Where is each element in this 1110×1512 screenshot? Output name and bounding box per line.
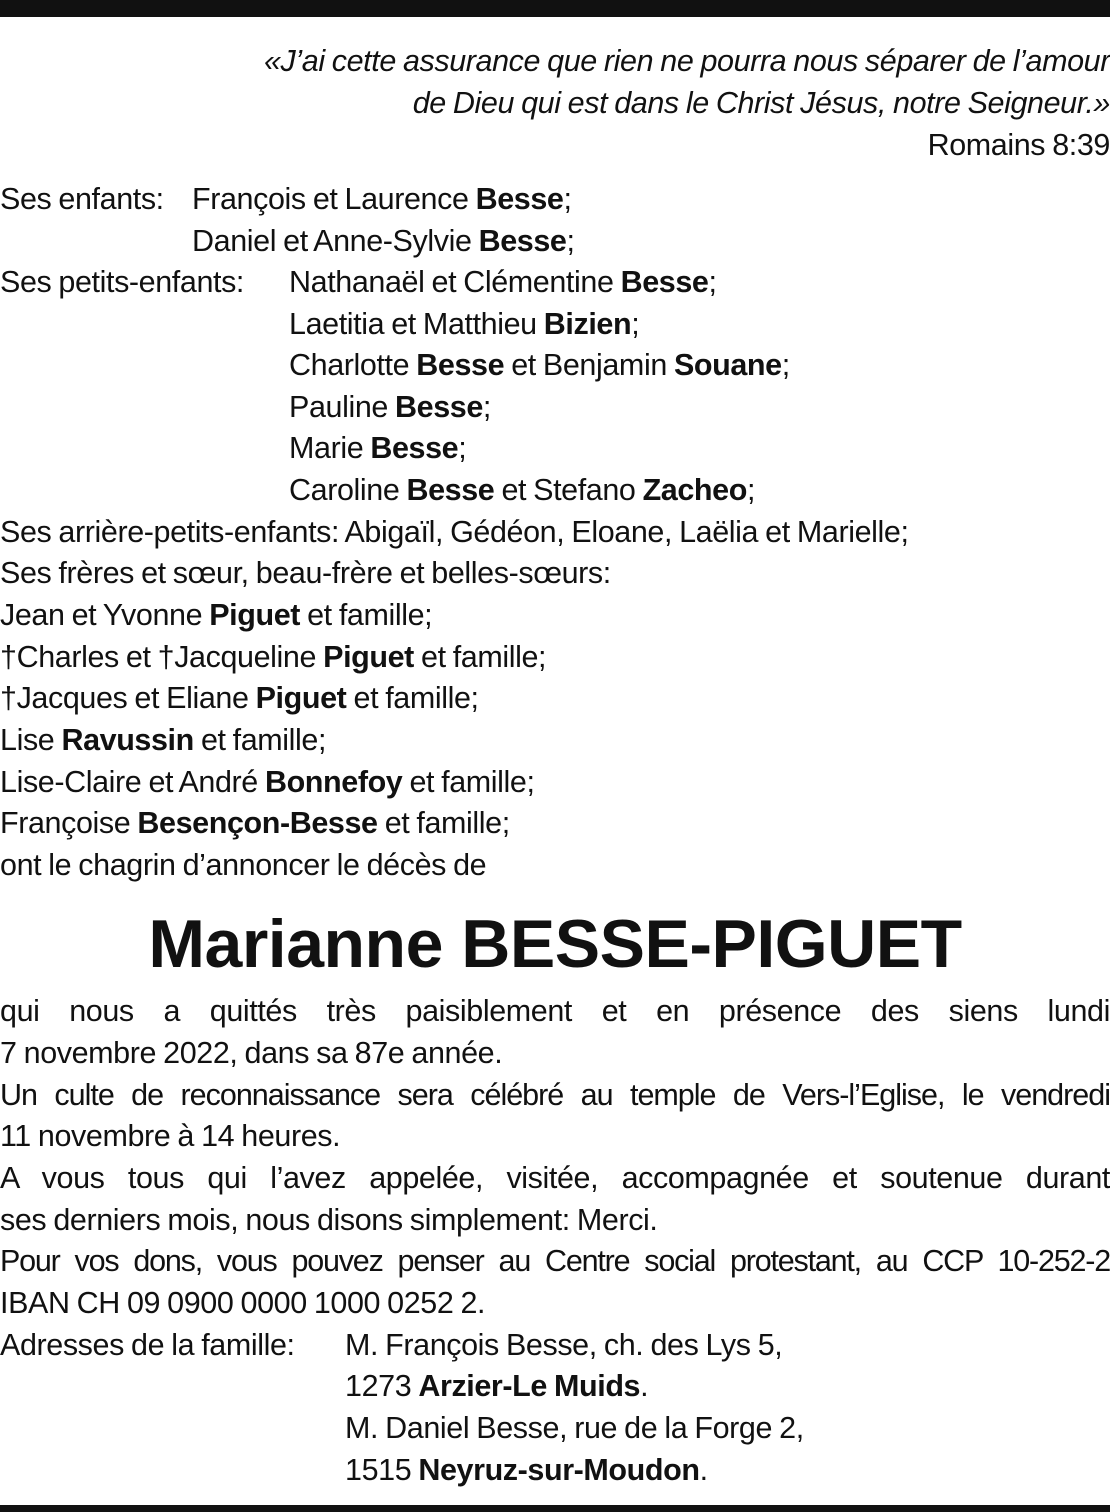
body-p1-line2: 7 novembre 2022, dans sa 87e année. bbox=[0, 1036, 503, 1070]
grandchild-5: Marie Besse; bbox=[289, 431, 467, 465]
quote-reference: Romains 8:39 bbox=[927, 128, 1110, 162]
child-2: Daniel et Anne-Sylvie Besse; bbox=[192, 224, 575, 258]
quote-line-1: «J’ai cette assurance que rien ne pourra nous séparer de l’amour bbox=[263, 44, 1110, 78]
quote-line-2: de Dieu qui est dans le Christ Jésus, notre Seigneur.» bbox=[412, 86, 1110, 120]
great-grandchildren: Ses arrière-petits-enfants: Abigaïl, Gédéon, Eloane, Laëlia et Marielle; bbox=[0, 515, 909, 549]
sibling-1: Jean et Yvonne Piguet et famille; bbox=[0, 598, 433, 632]
deceased-name: Marianne BESSE-PIGUET bbox=[148, 906, 962, 982]
addresses-label: Adresses de la famille: bbox=[0, 1328, 295, 1362]
grandchild-6: Caroline Besse et Stefano Zacheo; bbox=[289, 473, 756, 507]
child-1: François et Laurence Besse; bbox=[192, 182, 572, 216]
sibling-4: Lise Ravussin et famille; bbox=[0, 723, 327, 757]
sibling-5: Lise-Claire et André Bonnefoy et famille; bbox=[0, 765, 535, 799]
bottom-rule bbox=[0, 1505, 1110, 1512]
grandchild-4: Pauline Besse; bbox=[289, 390, 491, 424]
grandchild-1: Nathanaël et Clémentine Besse; bbox=[289, 265, 717, 299]
grandchild-3: Charlotte Besse et Benjamin Souane; bbox=[289, 348, 790, 382]
siblings-label: Ses frères et sœur, beau-frère et belles-sœurs: bbox=[0, 556, 611, 590]
body-p1-line1: qui nous a quittés très paisiblement et en présence des siens lundi bbox=[0, 994, 1110, 1028]
body-p4-line2: IBAN CH 09 0900 0000 1000 0252 2. bbox=[0, 1286, 486, 1320]
announcement-line: ont le chagrin d’annoncer le décès de bbox=[0, 848, 487, 882]
body-p3-line2: ses derniers mois, nous disons simplement: Merci. bbox=[0, 1203, 658, 1237]
sibling-3: †Jacques et Eliane Piguet et famille; bbox=[0, 681, 479, 715]
grandchildren-label: Ses petits-enfants: bbox=[0, 265, 245, 299]
children-label: Ses enfants: bbox=[0, 182, 164, 216]
sibling-2: †Charles et †Jacqueline Piguet et famille; bbox=[0, 640, 547, 674]
body-p3-line1: A vous tous qui l’avez appelée, visitée, accompagnée et soutenue durant bbox=[0, 1161, 1110, 1195]
address-2-city: 1515 Neyruz-sur-Moudon. bbox=[345, 1453, 708, 1487]
body-p2-line1: Un culte de reconnaissance sera célébré au temple de Vers-l’Eglise, le vendredi bbox=[0, 1078, 1110, 1112]
address-1-city: 1273 Arzier-Le Muids. bbox=[345, 1369, 649, 1403]
address-2-street: M. Daniel Besse, rue de la Forge 2, bbox=[345, 1411, 804, 1445]
address-1-street: M. François Besse, ch. des Lys 5, bbox=[345, 1328, 783, 1362]
body-p4-line1: Pour vos dons, vous pouvez penser au Centre social protestant, au CCP 10-252-2 bbox=[0, 1244, 1110, 1278]
body-p2-line2: 11 novembre à 14 heures. bbox=[0, 1119, 341, 1153]
sibling-6: Françoise Besençon-Besse et famille; bbox=[0, 806, 510, 840]
top-rule bbox=[0, 0, 1110, 17]
grandchild-2: Laetitia et Matthieu Bizien; bbox=[289, 307, 640, 341]
